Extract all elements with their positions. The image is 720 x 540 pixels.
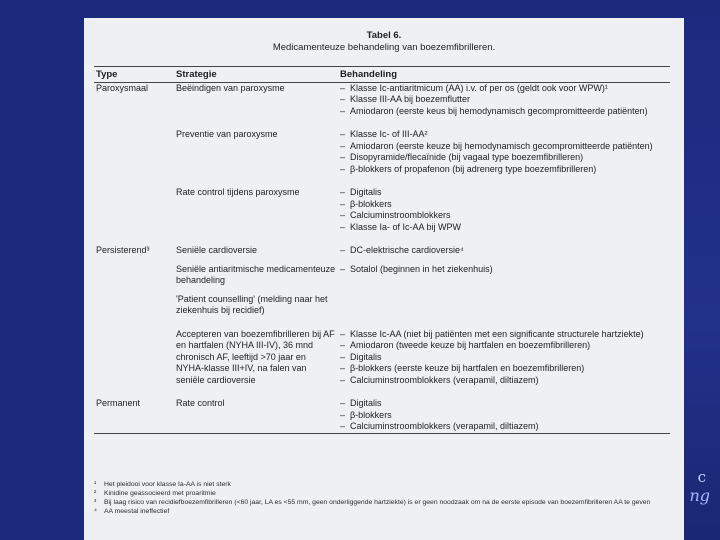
header-type: Type [96, 69, 118, 80]
treatment-item: – Digitalis [340, 398, 668, 410]
footnote-mark: ⁴ [94, 508, 97, 515]
treatment-item: – Amiodaron (eerste keuze bij hemodynamisch gecompromitteerde patiënten) [340, 141, 668, 153]
treatment-item: – β-blokkers of propafenon (bij adrenerg type boezemfibrilleren) [340, 164, 668, 176]
cell-strategy: Rate control [176, 398, 225, 408]
treatment-item: – Calciuminstroomblokkers [340, 210, 668, 222]
footnote [94, 480, 670, 489]
cell-treatment [338, 257, 670, 287]
table-row [94, 317, 670, 387]
cell-type [94, 317, 174, 387]
logo-fragment-bottom: ng [689, 486, 710, 505]
footnote [94, 489, 670, 498]
footnote-mark: ³ [94, 499, 97, 506]
treatment-item: – β-blokkers (eerste keuze bij hartfalen en boezemfibrilleren) [340, 363, 668, 375]
cell-type: Persisterend³ [96, 245, 150, 255]
cell-treatment [338, 175, 670, 233]
cell-strategy: Rate control tijdens paroxysme [176, 187, 300, 197]
table-row [94, 175, 670, 233]
cell-treatment [338, 386, 670, 433]
cell-treatment [338, 317, 670, 387]
cell-type [94, 117, 174, 175]
treatment-item: – Klasse Ic-antiaritmicum (AA) i.v. of per os (geldt ook voor WPW)¹ [340, 83, 668, 95]
table-row [94, 386, 670, 433]
footnote [94, 498, 670, 507]
cell-strategy: Seniële cardioversie [176, 245, 258, 255]
cell-type [94, 257, 174, 287]
table-row [94, 257, 670, 287]
treatment-item: – Klasse Ia- of Ic-AA bij WPW [340, 222, 668, 234]
footnote-mark: ² [94, 490, 97, 497]
footnote-text: Het pleidooi voor klasse Ia-AA is niet sterk [104, 481, 231, 488]
cell-strategy: Beëindigen van paroxysme [176, 82, 285, 93]
treatment-item: – Amiodaron (tweede keuze bij hartfalen en boezemfibrilleren) [340, 340, 668, 352]
cell-treatment [338, 117, 670, 175]
table-row [94, 233, 670, 257]
logo-fragment-top: c [697, 468, 706, 486]
table-header-row [94, 67, 670, 83]
header-treatment: Behandeling [340, 69, 398, 80]
treatment-item: – Digitalis [340, 187, 668, 199]
table-title: Medicamenteuze behandeling van boezemfibrilleren. [272, 41, 496, 53]
treatment-item: – Klasse Ic- of III-AA² [340, 129, 668, 141]
cell-strategy: Seniële antiaritmische medicamenteuze behandeling [176, 263, 336, 285]
treatment-item: – Disopyramide/flecaïnide (bij vagaal type boezemfibrilleren) [340, 152, 668, 164]
treatment-item: – DC-elektrische cardioversie⁴ [340, 245, 668, 257]
table-number: Tabel 6. [366, 30, 402, 41]
cell-strategy: 'Patient counselling' (melding naar het ziekenhuis bij recidief) [176, 293, 328, 315]
cell-type: Paroxysmaal [96, 82, 149, 93]
footnote [94, 507, 670, 516]
table-row [94, 287, 670, 317]
header-strategy: Strategie [176, 69, 217, 80]
footnotes [94, 480, 670, 516]
footnote-mark: ¹ [94, 481, 97, 488]
cell-type [94, 175, 174, 233]
cell-treatment [338, 233, 670, 257]
footnote-text: Bij laag risico van recidiefboezemfibrilleren (<60 jaar, LA es <55 mm, geen onderliggende hartziekte) is er geen noodzaak om na de eerste episode van boezemfibrilleren AA te geven [104, 499, 651, 506]
footnote-text: Kinidine geassocieerd met proaritmie [104, 490, 216, 497]
treatment-item: – Sotalol (beginnen in het ziekenhuis) [340, 264, 668, 276]
treatment-item: – Digitalis [340, 352, 668, 364]
cell-strategy: Accepteren van boezemfibrilleren bij AF en hartfalen (NYHA III-IV), 36 mnd chronisch AF, leeftijd >70 jaar en NYHA-klasse III+IV, na falen van seniële cardioversie [176, 328, 335, 385]
table-document [84, 18, 684, 540]
treatment-item: – β-blokkers [340, 410, 668, 422]
treatment-table [94, 66, 670, 434]
cell-treatment [338, 82, 670, 117]
table-row [94, 82, 670, 117]
treatment-item: – Amiodaron (eerste keus bij hemodynamisch gecompromitteerde patiënten) [340, 106, 668, 118]
cell-type [94, 287, 174, 317]
table-caption [84, 18, 684, 53]
treatment-item: – Calciuminstroomblokkers (verapamil, diltiazem) [340, 375, 668, 387]
footnote-text: AA meestal ineffectief [104, 508, 170, 515]
treatment-item: – Klasse Ic-AA (niet bij patiënten met een significante structurele hartziekte) [340, 329, 668, 341]
cell-treatment [338, 287, 670, 317]
table-row [94, 117, 670, 175]
treatment-item: – Calciuminstroomblokkers (verapamil, diltiazem) [340, 421, 668, 433]
treatment-item: – Klasse III-AA bij boezemflutter [340, 94, 668, 106]
cell-strategy: Preventie van paroxysme [176, 129, 278, 139]
cell-type: Permanent [96, 398, 141, 408]
treatment-item: – β-blokkers [340, 199, 668, 211]
